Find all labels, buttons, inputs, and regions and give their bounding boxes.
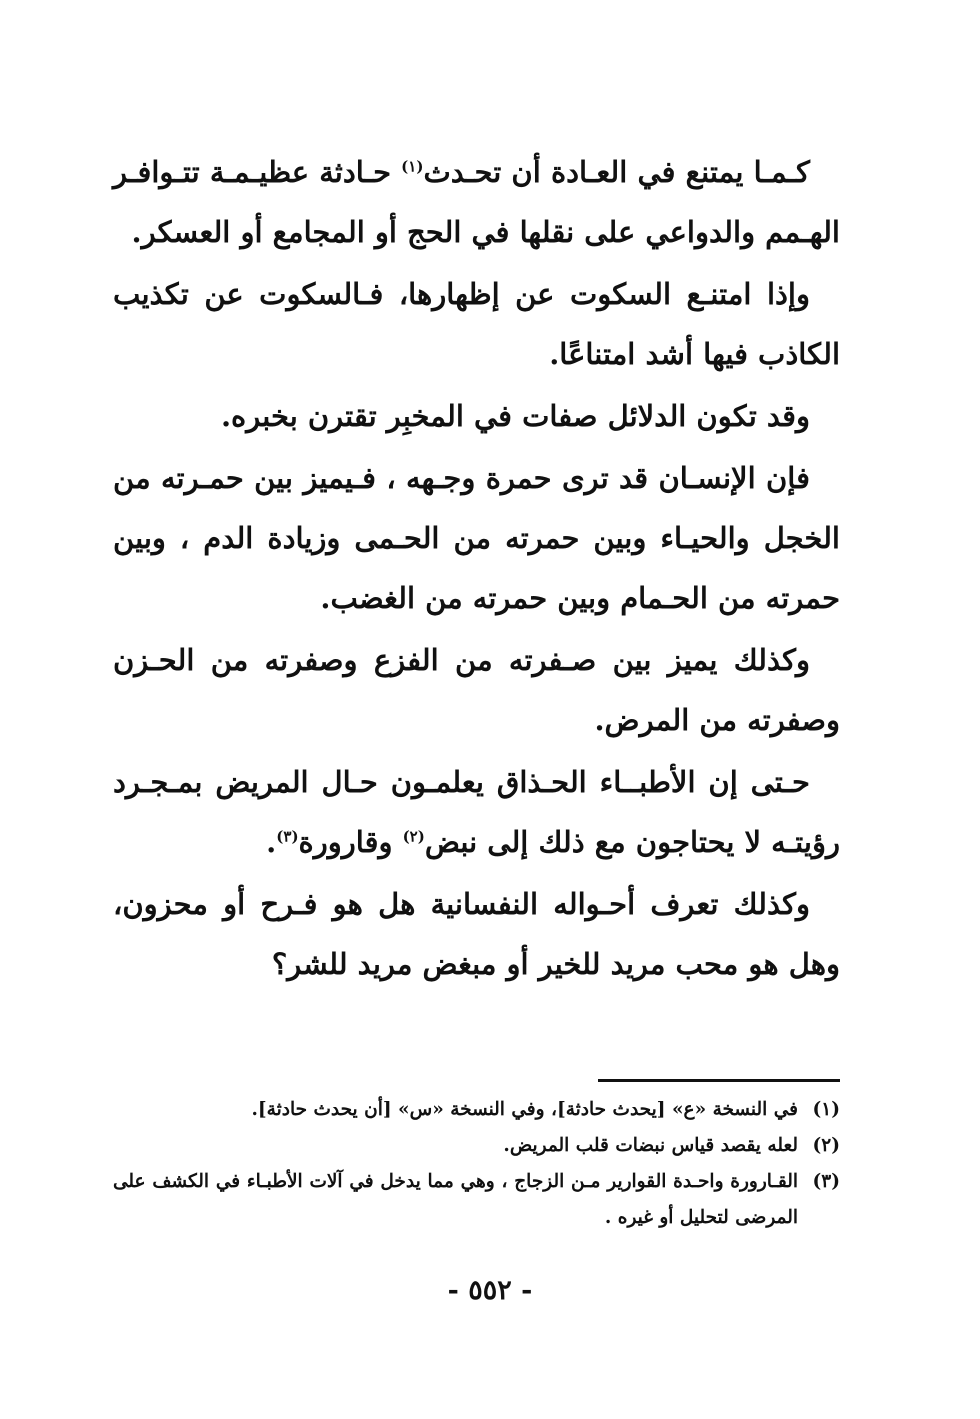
footnote-number: (٣) [812,1171,840,1192]
footnote-3 [113,1164,840,1236]
footnote-text: القـارورة واحـدة القوارير مـن الزجاج ، وهي مما يدخل في آلات الأطبـاء في الكشف على المرضى لتحليل أو غيره . [113,1171,798,1228]
footnote-number: (٢) [812,1135,840,1156]
footnote-1 [113,1092,840,1128]
paragraph-6 [113,752,840,872]
paragraph-2 [113,264,840,384]
paragraph-7 [113,874,840,994]
text-run: حـادثة عظيـمـة تتـوافـر الهـمم والدواعي على نقلها في الحج أو المجامع أو العسكر. [113,155,840,249]
page-number: - ٥٥٢ - [447,1275,533,1306]
footnote-text: في النسخة «ع» [يحدث حادثة]، وفي النسخة «س» [أن يحدث حادثة]. [251,1099,798,1120]
text-run: وكذلك تعرف أحـواله النفسانية هل هو فـرح أو محزون، وهل هو محب مريد للخير أو مبغض مريد للشر؟ [113,887,840,981]
main-text [113,142,840,996]
paragraph-3 [113,386,840,446]
text-run: . [266,825,277,859]
paragraph-5 [113,630,840,750]
text-run: وكذلك يميز بين صـفرته من الفزع وصفرته من الحـزن وصفرته من المرض. [113,643,840,737]
footnote-2 [113,1128,840,1164]
footnotes [113,1092,840,1236]
footnote-number: (١) [812,1099,840,1120]
paragraph-4 [113,448,840,628]
footnote-ref-1[interactable]: (١) [401,157,424,176]
footnote-separator [598,1079,840,1082]
text-run: فإن الإنسـان قد ترى حمرة وجـهه ، فـيميز بين حمـرته من الخجل والحيـاء وبين حمرته من الحـمى وزيادة الدم ، وبين حمرته من الحـمام وبين حمرته من الغضب. [113,461,840,615]
footnote-text: لعله يقصد قياس نبضات قلب المريض. [503,1135,798,1156]
text-run: وإذا امتنـع السكوت عن إظهارها، فـالسكوت عن تكذيب الكاذب فيها أشد امتناعًا. [113,277,840,371]
text-run: وقد تكون الدلائل صفات في المخبِر تقترن بخبره. [220,399,810,433]
text-run: كـمـا يمتنع في العـادة أن تحـدث [423,155,810,189]
text-run: حـتى إن الأطبــاء الحـذاق يعلمـون حـال المريض بمـجـرد رؤيتـه لا يحتاجون مع ذلك إلى نبض [113,765,840,859]
footnote-ref-2[interactable]: (٢) [402,827,425,846]
footnote-ref-3[interactable]: (٣) [276,827,299,846]
text-run: وقارورة [298,825,403,859]
paragraph-1 [113,142,840,262]
